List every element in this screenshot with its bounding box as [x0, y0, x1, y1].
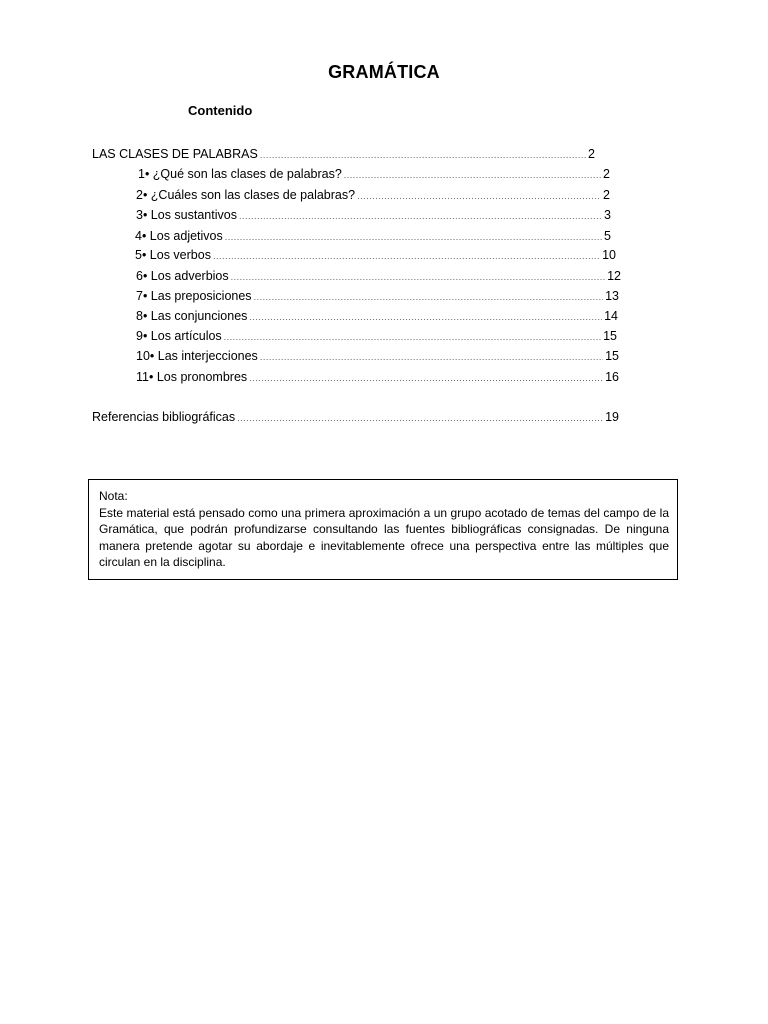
toc-entry-label: 3• Los sustantivos	[136, 208, 237, 222]
toc-entry-page: 2	[603, 188, 610, 202]
toc-entry-page: 3	[604, 208, 611, 222]
document-title: GRAMÁTICA	[328, 62, 440, 82]
toc-entry-adjetivos	[135, 228, 611, 245]
toc-entry-label: 11• Los pronombres	[136, 370, 248, 384]
toc-entry-sustantivos	[136, 207, 611, 224]
toc-entry-page: 14	[604, 309, 618, 323]
toc-dot-leader	[213, 248, 600, 264]
toc-entry-que-son	[138, 166, 610, 183]
toc-entry-label: 7• Las preposiciones	[136, 289, 252, 303]
toc-entry-label: 2• ¿Cuáles son las clases de palabras?	[136, 188, 356, 202]
toc-dot-leader	[260, 349, 603, 365]
toc-entry-label: 10• Las interjecciones	[136, 349, 258, 363]
toc-entry-label: 9• Los artículos	[136, 329, 222, 343]
toc-entry-page: 19	[605, 410, 619, 424]
toc-entry-verbos	[135, 247, 616, 264]
toc-dot-leader	[344, 167, 601, 183]
toc-entry-page: 15	[603, 329, 617, 343]
toc-entry-referencias	[92, 409, 619, 426]
toc-entry-cuales-son	[136, 187, 610, 204]
toc-entry-label: 6• Los adverbios	[136, 269, 229, 283]
toc-entry-label: 1• ¿Qué son las clases de palabras?	[138, 167, 342, 181]
toc-dot-leader	[224, 329, 601, 345]
toc-dot-leader	[249, 370, 603, 386]
note-box	[88, 479, 678, 580]
toc-entry-pronombres	[136, 369, 619, 386]
toc-entry-page: 10	[602, 248, 616, 262]
toc-dot-leader	[237, 410, 603, 426]
toc-entry-label: 8• Las conjunciones	[136, 309, 248, 323]
toc-entry-label: Referencias bibliográficas	[92, 410, 236, 424]
toc-dot-leader	[249, 309, 602, 325]
toc-entry-page: 12	[607, 269, 621, 283]
toc-entry-page: 2	[588, 147, 595, 161]
toc-entry-interjecciones	[136, 348, 619, 365]
toc-entry-page: 15	[605, 349, 619, 363]
toc-dot-leader	[231, 269, 605, 285]
toc-dot-leader	[254, 289, 604, 305]
toc-entry-page: 2	[603, 167, 610, 181]
contents-heading: Contenido	[188, 103, 253, 118]
toc-entry-label: LAS CLASES DE PALABRAS	[92, 147, 258, 161]
toc-entry-label: 4• Los adjetivos	[135, 229, 223, 243]
toc-entry-page: 16	[605, 370, 619, 384]
toc-dot-leader	[225, 229, 602, 245]
toc-dot-leader	[239, 208, 602, 224]
toc-entry-label: 5• Los verbos	[135, 248, 211, 262]
toc-entry-page: 5	[604, 229, 611, 243]
toc-entry-conjunciones	[136, 308, 618, 325]
toc-dot-leader	[260, 147, 586, 163]
toc-entry-clases-de-palabras	[92, 146, 595, 163]
toc-entry-preposiciones	[136, 288, 619, 305]
toc-entry-articulos	[136, 328, 617, 345]
note-body: Este material está pensado como una primera aproximación a un grupo acotado de temas del campo de la Gramática, que podrán profundizarse consultando las fuentes bibliográficas consignadas. De ninguna manera pretende agotar su abordaje e inevitablemente ofrece una perspectiva entre las múltiples que circulan en la disciplina.	[99, 505, 669, 569]
toc-entry-adverbios	[136, 268, 621, 285]
toc-dot-leader	[357, 188, 601, 204]
toc-entry-page: 13	[605, 289, 619, 303]
note-title: Nota:	[99, 489, 128, 503]
